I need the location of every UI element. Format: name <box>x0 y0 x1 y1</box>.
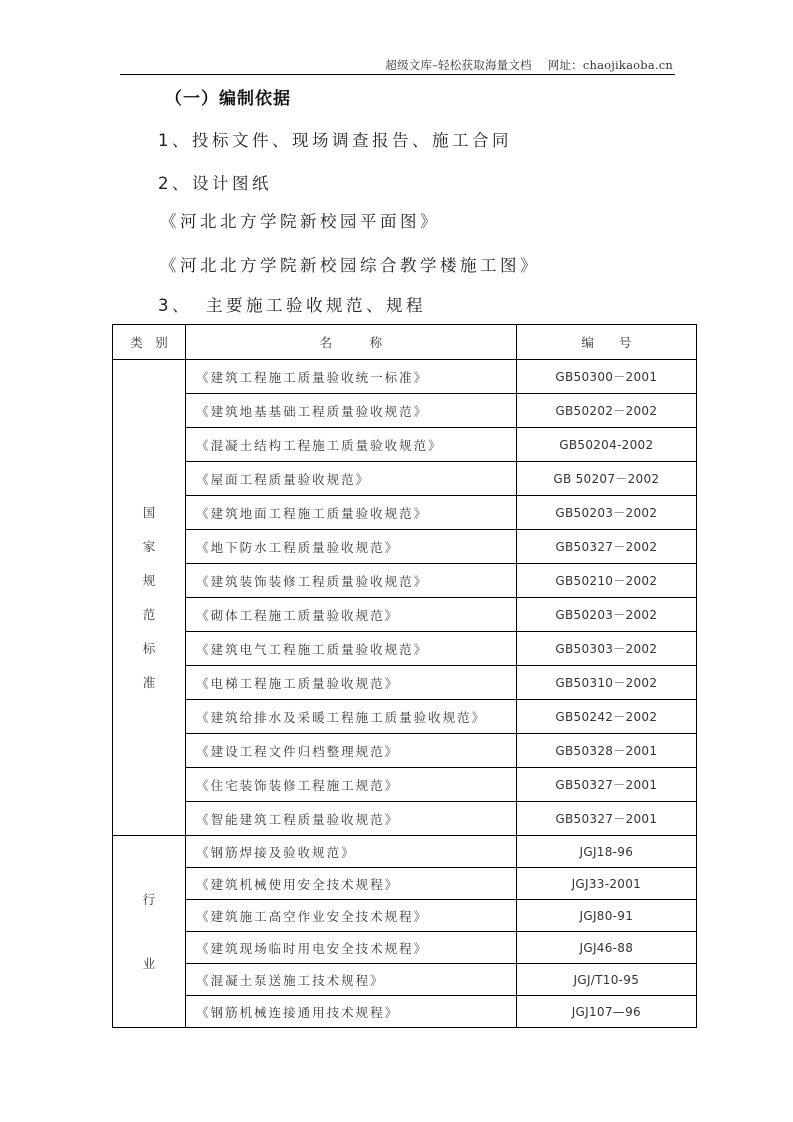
drawing-site-plan: 《河北北方学院新校园平面图》 <box>160 212 440 231</box>
spec-code: GB50204-2002 <box>516 428 696 462</box>
table-row <box>113 802 697 836</box>
spec-name: 《建筑工程施工质量验收统一标准》 <box>186 360 517 394</box>
table-row <box>113 564 697 598</box>
spec-code: GB50203－2002 <box>516 496 696 530</box>
header-name: 名 称 <box>186 325 517 360</box>
spec-name: 《建筑电气工程施工质量验收规范》 <box>186 632 517 666</box>
table-row <box>113 868 697 900</box>
category-char: 规 <box>142 572 156 588</box>
basis-item-2: 2、设计图纸 <box>158 174 272 193</box>
table-row <box>113 900 697 932</box>
page-header-text <box>385 57 673 73</box>
table-row <box>113 700 697 734</box>
spec-name: 《钢筋焊接及验收规范》 <box>186 836 517 868</box>
spec-code: GB50327－2001 <box>516 768 696 802</box>
table-row <box>113 360 697 394</box>
spec-code: GB50202－2002 <box>516 394 696 428</box>
basis-item-3-number: 3、 <box>158 296 192 315</box>
table-row <box>113 768 697 802</box>
table-row <box>113 734 697 768</box>
spec-code: JGJ/T10-95 <box>516 964 696 996</box>
basis-item-3 <box>158 292 426 316</box>
spec-code: GB50310－2002 <box>516 666 696 700</box>
spec-code: GB50242－2002 <box>516 700 696 734</box>
table-row <box>113 996 697 1028</box>
spec-name: 《钢筋机械连接通用技术规程》 <box>186 996 517 1028</box>
spec-code: GB50300－2001 <box>516 360 696 394</box>
spec-code: GB 50207－2002 <box>516 462 696 496</box>
table-row <box>113 836 697 868</box>
table-row <box>113 496 697 530</box>
spec-name: 《建筑地基基础工程质量验收规范》 <box>186 394 517 428</box>
category-char: 行 <box>142 891 156 907</box>
spec-code: JGJ80-91 <box>516 900 696 932</box>
category-char: 标 <box>142 640 156 656</box>
drawing-teaching-building: 《河北北方学院新校园综合教学楼施工图》 <box>160 256 540 275</box>
header-category: 类 别 <box>113 325 186 360</box>
spec-code: JGJ33-2001 <box>516 868 696 900</box>
spec-name: 《建设工程文件归档整理规范》 <box>186 734 517 768</box>
section-title: （一）编制依据 <box>165 89 291 109</box>
table-header-row <box>113 325 697 360</box>
table-row <box>113 462 697 496</box>
header-site-url: 网址：chaojikaoba.cn <box>547 58 673 72</box>
table-row <box>113 394 697 428</box>
spec-code: GB50327－2001 <box>516 802 696 836</box>
table-row <box>113 598 697 632</box>
spec-name: 《地下防水工程质量验收规范》 <box>186 530 517 564</box>
spec-name: 《建筑机械使用安全技术规程》 <box>186 868 517 900</box>
spec-code: GB50210－2002 <box>516 564 696 598</box>
table-row <box>113 932 697 964</box>
spec-code: GB50327－2002 <box>516 530 696 564</box>
category-char: 国 <box>142 504 156 520</box>
spec-code: GB50303－2002 <box>516 632 696 666</box>
spec-name: 《混凝土结构工程施工质量验收规范》 <box>186 428 517 462</box>
header-site-slogan: 超级文库–轻松获取海量文档 <box>385 58 532 72</box>
spec-name: 《电梯工程施工质量验收规范》 <box>186 666 517 700</box>
spec-name: 《住宅装饰装修工程施工规范》 <box>186 768 517 802</box>
spec-code: JGJ18-96 <box>516 836 696 868</box>
category-char: 业 <box>142 955 156 971</box>
spec-code: GB50328－2001 <box>516 734 696 768</box>
table-row <box>113 964 697 996</box>
category-char: 范 <box>142 606 156 622</box>
spec-name: 《混凝土泵送施工技术规程》 <box>186 964 517 996</box>
table-row <box>113 666 697 700</box>
table-row <box>113 428 697 462</box>
specification-table <box>112 324 697 1028</box>
spec-name: 《建筑现场临时用电安全技术规程》 <box>186 932 517 964</box>
spec-code: GB50203－2002 <box>516 598 696 632</box>
category-char: 家 <box>142 538 156 554</box>
basis-item-1: 1、投标文件、现场调查报告、施工合同 <box>158 131 512 150</box>
spec-code: JGJ46-88 <box>516 932 696 964</box>
spec-name: 《屋面工程质量验收规范》 <box>186 462 517 496</box>
spec-name: 《砌体工程施工质量验收规范》 <box>186 598 517 632</box>
spec-code: JGJ107—96 <box>516 996 696 1028</box>
spec-name: 《建筑给排水及采暖工程施工质量验收规范》 <box>186 700 517 734</box>
category-char: 准 <box>142 674 156 690</box>
spec-name: 《建筑施工高空作业安全技术规程》 <box>186 900 517 932</box>
spec-name: 《建筑装饰装修工程质量验收规范》 <box>186 564 517 598</box>
header-code: 编 号 <box>516 325 696 360</box>
page-header <box>120 55 675 75</box>
category-national-standards <box>113 360 186 836</box>
category-industry-standards <box>113 836 186 1028</box>
table-row <box>113 632 697 666</box>
spec-name: 《智能建筑工程质量验收规范》 <box>186 802 517 836</box>
spec-name: 《建筑地面工程施工质量验收规范》 <box>186 496 517 530</box>
table-row <box>113 530 697 564</box>
basis-item-3-text: 主要施工验收规范、规程 <box>206 296 426 315</box>
